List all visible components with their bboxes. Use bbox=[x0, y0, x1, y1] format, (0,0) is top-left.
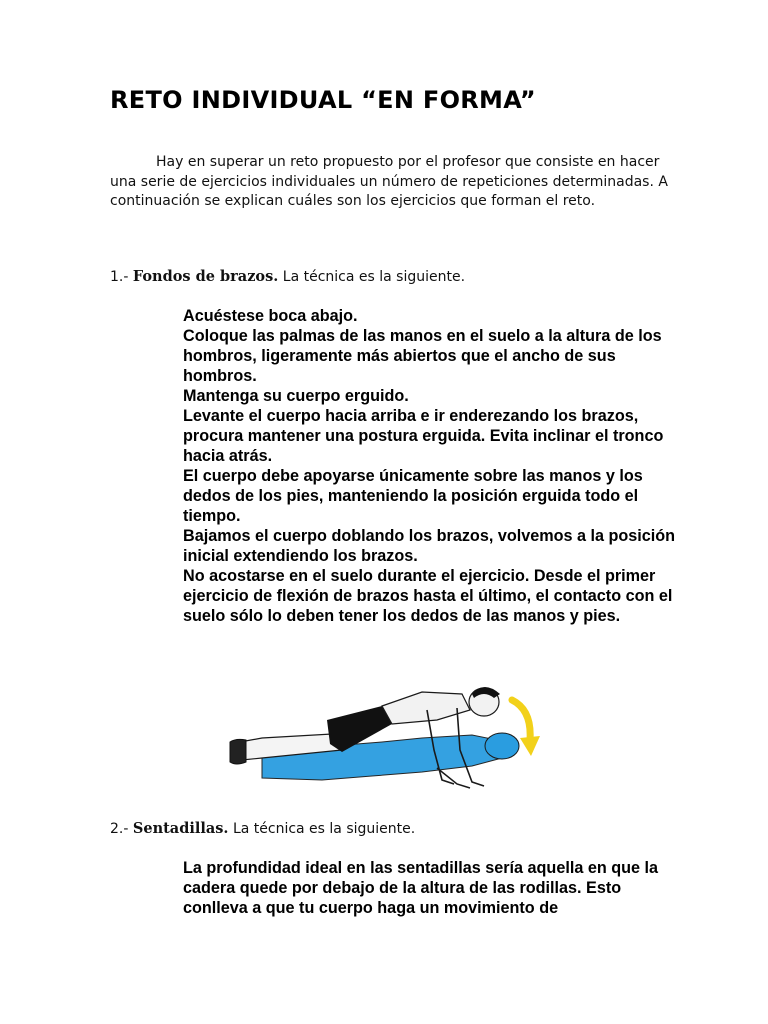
step-item: Bajamos el cuerpo doblando los brazos, volvemos a la posición inicial extendiendo los brazos. bbox=[183, 527, 676, 565]
section-name: Sentadillas. bbox=[132, 820, 229, 837]
section-lead: La técnica es la siguiente. bbox=[232, 821, 416, 837]
section-name: Fondos de brazos. bbox=[132, 268, 279, 285]
step-item: El cuerpo debe apoyarse únicamente sobre las manos y los dedos de los pies, manteniendo la posición erguida todo el tiempo. bbox=[183, 467, 643, 525]
page-title: RETO INDIVIDUAL “EN FORMA” bbox=[110, 86, 536, 114]
step-item: Acuéstese boca abajo. bbox=[183, 307, 358, 325]
steps-sentadillas bbox=[183, 858, 683, 918]
section-heading-sentadillas bbox=[110, 820, 415, 837]
section-heading-fondos bbox=[110, 268, 465, 285]
step-item: No acostarse en el suelo durante el ejercicio. Desde el primer ejercicio de flexión de brazos hasta el último, el contacto con el suelo sólo lo deben tener los dedos de las manos y pies. bbox=[183, 567, 673, 625]
pushup-illustration bbox=[222, 680, 552, 795]
step-item: Coloque las palmas de las manos en el suelo a la altura de los hombros, ligeramente más abiertos que el ancho de sus hombros. bbox=[183, 327, 662, 385]
step-item: Levante el cuerpo hacia arriba e ir enderezando los brazos, procura mantener una postura erguida. Evita inclinar el tronco hacia atrás. bbox=[183, 407, 664, 465]
section-number: 1.- bbox=[110, 269, 129, 285]
section-number: 2.- bbox=[110, 821, 129, 837]
steps-fondos bbox=[183, 306, 683, 626]
step-item: Mantenga su cuerpo erguido. bbox=[183, 387, 409, 405]
section-lead: La técnica es la siguiente. bbox=[282, 269, 466, 285]
intro-paragraph bbox=[110, 153, 670, 212]
intro-text: Hay en superar un reto propuesto por el profesor que consiste en hacer una serie de ejercicios individuales un número de repeticiones determinadas. A continuación se explican cuáles son los ejercicios que forman el reto. bbox=[110, 154, 668, 210]
step-item: La profundidad ideal en las sentadillas sería aquella en que la cadera quede por debajo de la altura de las rodillas. Esto conlleva a que tu cuerpo haga un movimiento de bbox=[183, 859, 658, 917]
